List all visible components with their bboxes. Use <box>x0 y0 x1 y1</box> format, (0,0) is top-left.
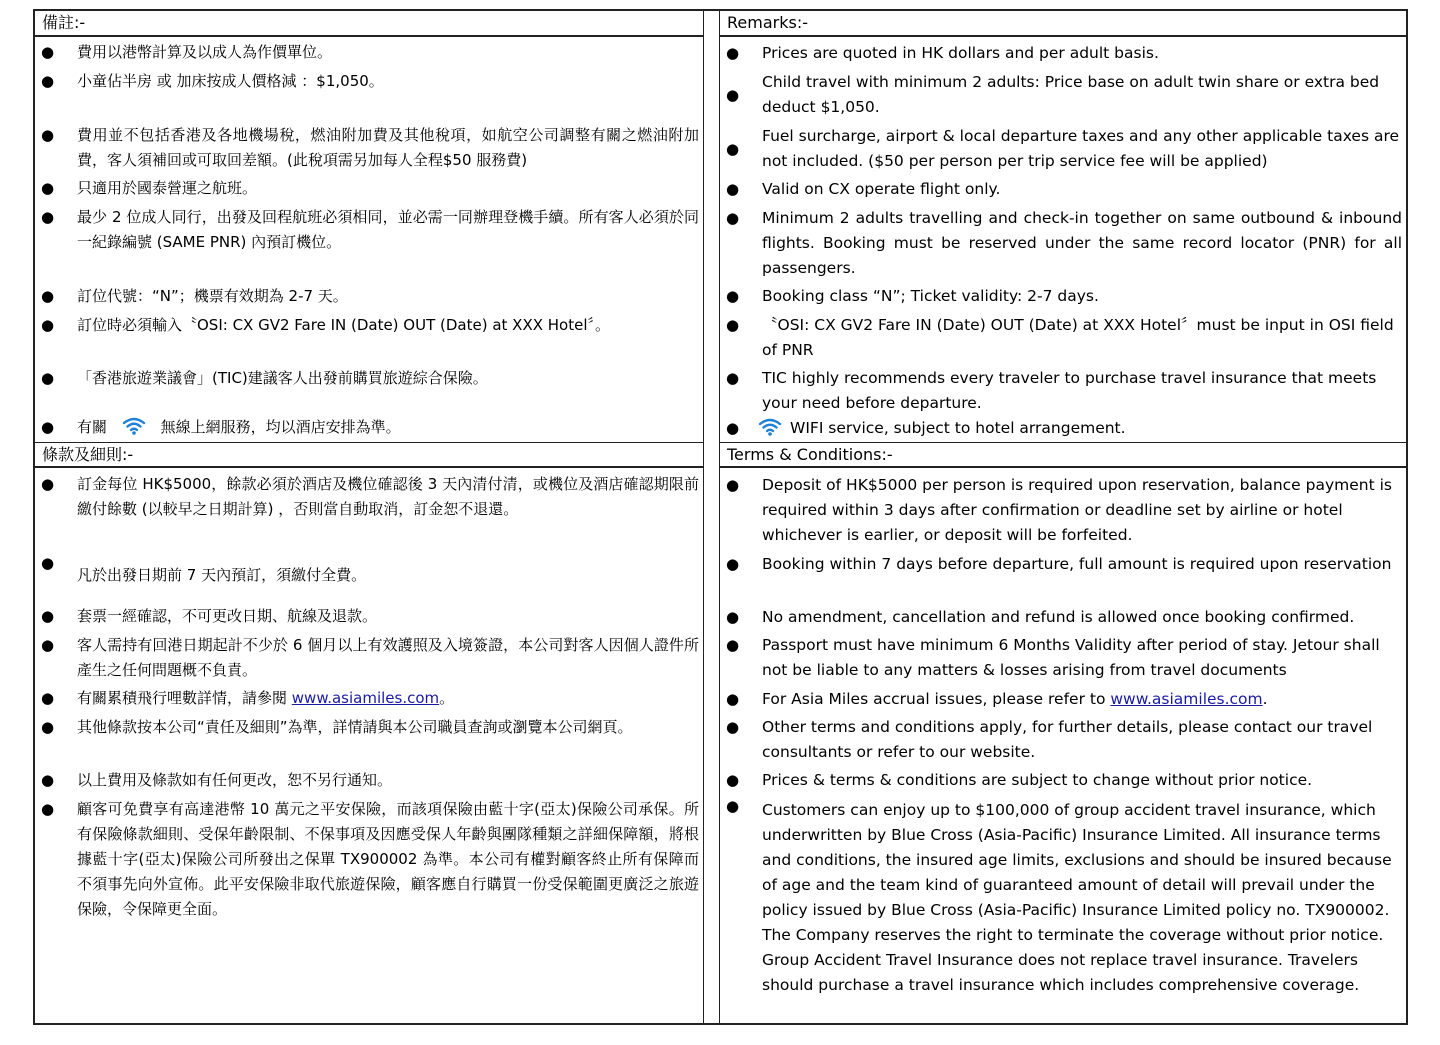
remarks-header-zh: 備註:- <box>35 11 703 37</box>
wifi-text: WIFI service, subject to hotel arrangement. <box>790 419 1126 437</box>
terms-header-zh: 條款及細則:- <box>35 442 703 468</box>
asiamiles-link[interactable]: www.asiamiles.com <box>1110 690 1263 708</box>
remarks-header-en: Remarks:- <box>720 11 1406 37</box>
wifi-suffix: 無線上網服務，均以酒店安排為準。 <box>160 418 401 436</box>
terms-header-en: Terms & Conditions:- <box>720 442 1406 468</box>
wifi-icon <box>122 417 146 443</box>
chinese-column: 備註:- ● 費用以港幣計算及以成人為作價單位。 ● 小童佔半房 或 加床按成人價格減 ：$1,050。 ● 費用並不包括香港及各地機場稅，燃油附加費及其他稅項，如航空公司調整有關之燃油附加費，客人須補回或可取回差額。(此稅項需另加每人全程$50 服務費) ● 只適用於國泰營運之航班。 ● 最少 2 位成人同行，出發及回程航班必須相同，並必需一同辦理登機手續。所有客人必須於同一紀錄編號 (SAME PNR) 內預訂機位。 ● 訂位代號：“N”；機票有效期為 2-7 天。 ● 訂位時必須輸入〝OSI: CX GV2 Fare IN (Date) OUT (Date) at XXX Hotel〞。 ● 「香港旅遊業議會」(TIC)建議客人出發前購買旅遊綜合保險。 ● 有關 無線上網服務，均以酒店安排為準。 條款及細則:- ● 訂金每位 HK$5000，餘款必須於酒店及機位確認後 3 天內清付清，或機位及酒店確認期限前繳付餘數 (以較早之日期計算) ，否則當自動取消，訂金恕不退還。 ● 凡於出發日期前 7 天內預訂，須繳付全費。 ● 套票一經確認，不可更改日期、航線及退款。 ● 客人需持有回港日期起計不少於 6 個月以上有效護照及入境簽證，本公司對客人因個人證件所產生之任何問題概不負責。 ● 有關累積飛行哩數詳情，請參閱 www.asiamiles.com。 ● 其他條款按本公司“責任及細則”為準，詳情請與本公司職員查詢或瀏覽本公司網頁。 ● 以上費用及條款如有任何更改，恕不另行通知。 ● 顧客可免費享有高達港幣 10 萬元之平安保險，而該項保險由藍十字(亞太)保險公司承保。所有保險條款細則、受保年齡限制、不保事項及因應受保人年齡與團隊種類之詳細保障額，將根據藍十字(亞太)保險公司所發出之保單 TX900002 為準。本公司有權對顧客終止所有保障而不須事先向外宣佈。此平安保險非取代旅遊保險，顧客應自行購買一份受保範圍更廣泛之旅遊保險，令保障更全面。 <box>35 11 704 1023</box>
wifi-prefix: 有關 <box>77 418 108 436</box>
asiamiles-link[interactable]: www.asiamiles.com <box>291 689 440 707</box>
english-column: Remarks:- ● Prices are quoted in HK dollars and per adult basis. ● Child travel with minimum 2 adults: Price base on adult twin share or extra bed deduct $1,050. ● Fuel surcharge, airport & local departure taxes and any other applicable taxes are not included. ($50 per person per trip service fee will be applied) ● Valid on CX operate flight only. ● Minimum 2 adults travelling and check-in together on same outbound & inbound flights. Booking must be reserved under the same record locator (PNR) for all passengers. ● Booking class “N”; Ticket validity: 2-7 days. ● 〝OSI: CX GV2 Fare IN (Date) OUT (Date) at XXX Hotel〞must be input in OSI field of PNR ● TIC highly recommends every traveler to purchase travel insurance that meets your need before departure. ● WIFI service, subject to hotel arrangement. Terms & Conditions:- ● Deposit of HK$5000 per person is required upon reservation, balance payment is required within 3 days after confirmation or deadline set by airline or hotel whichever is earlier, or deposit will be forfeited. ● Booking within 7 days before departure, full amount is required upon reservation ● No amendment, cancellation and refund is allowed once booking confirmed. ● Passport must have minimum 6 Months Validity after period of stay. Jetour shall not be liable to any matters & losses arising from travel documents ● For Asia Miles accrual issues, please refer to www.asiamiles.com. ● Other terms and conditions apply, for further details, please contact our travel consultants or refer to our website. ● Prices & terms & conditions are subject to change without prior notice. ● Customers can enjoy up to $100,000 of group accident travel insurance, which underwritten by Blue Cross (Asia-Pacific) Insurance Limited. All insurance terms and conditions, the insured age limits, exclusions and should be insured because of age and the team kind of guaranteed amount of detail will prevail under the policy issued by Blue Cross (Asia-Pacific) Insurance Limited policy no. TX900002. The Company reserves the right to terminate the coverage without prior notice. Group Accident Travel Insurance does not replace travel insurance. Travelers should purchase a travel insurance which includes comprehensive coverage. <box>719 11 1406 1023</box>
wifi-icon <box>758 418 782 444</box>
remarks-terms-table <box>33 9 1408 1025</box>
